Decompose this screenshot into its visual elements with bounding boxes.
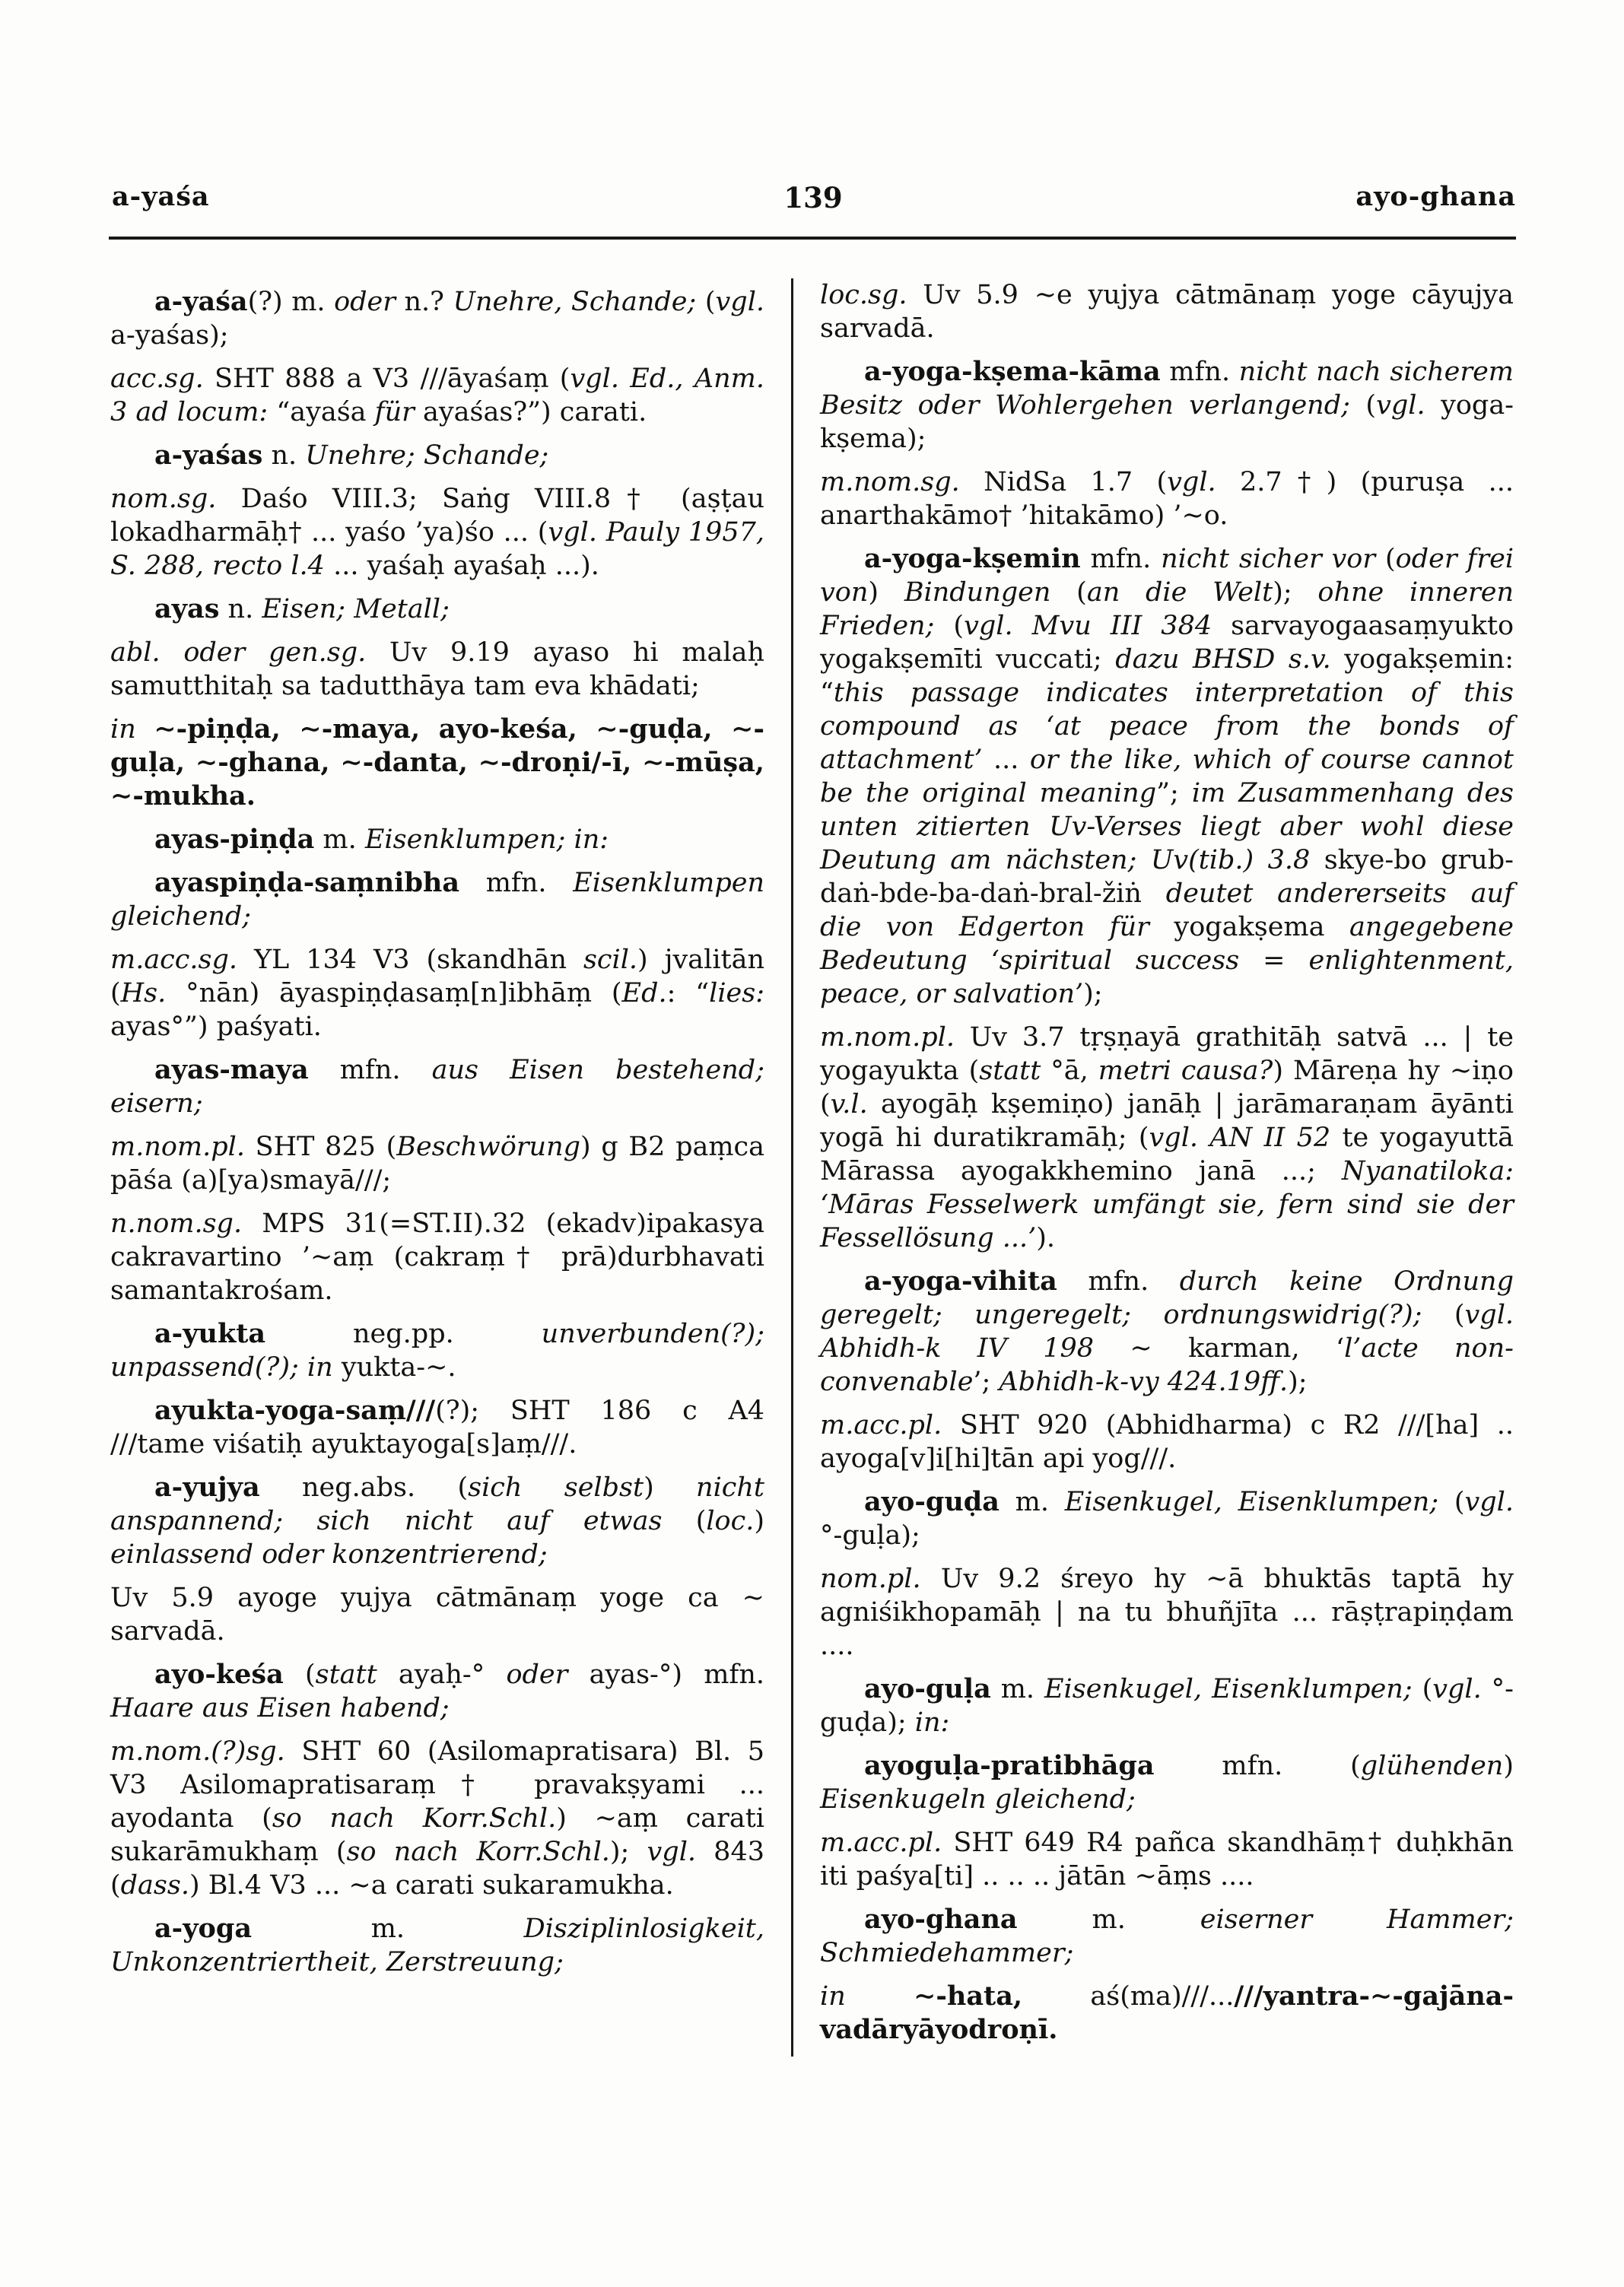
body-text: ∼ karman, ‘	[1094, 1333, 1345, 1364]
body-text: neg.pp.	[265, 1319, 542, 1349]
body-text: m.	[252, 1914, 524, 1944]
body-text: ...	[982, 745, 1030, 775]
gloss-text: m.acc.pl.	[820, 1410, 942, 1440]
body-text: MPS 31(=ST.II).32 (ekadv)ipakasya cakravartino ’∼aṃ (cakraṃ† prā)durbhavati samantakrośam.	[110, 1209, 764, 1306]
body-text: (	[696, 287, 716, 317]
headword-text: a-yoga-kṣema-kāma	[864, 356, 1161, 387]
gloss-text: ohne inneren Frieden;	[820, 577, 1514, 641]
entry-paragraph	[110, 1053, 764, 1120]
gloss-text: sich selbst	[468, 1472, 644, 1503]
gloss-text: m.nom.pl.	[820, 1022, 955, 1053]
body-text: yogakṣema	[1149, 912, 1349, 942]
gloss-text: in:	[914, 1707, 950, 1738]
gloss-text: Ed.	[621, 978, 667, 1009]
gloss-text: lies:	[709, 978, 765, 1009]
body-text	[136, 714, 154, 745]
body-text: ) ∼aṃ carati sukarāmukhaṃ (	[110, 1803, 764, 1867]
body-text: );	[1288, 1367, 1308, 1397]
body-text: yoga-kṣema);	[820, 390, 1514, 454]
body-text: (	[283, 1660, 316, 1690]
gloss-text: vgl.	[1167, 467, 1216, 497]
entry-paragraph	[110, 1394, 764, 1461]
body-text: SHT 649 R4 pañca skandhāṃ† duḥkhān iti paśya[ti] .. .. .. jātān ∼āṃs ....	[820, 1828, 1514, 1892]
gloss-text: loc.sg.	[820, 280, 907, 310]
body-text: neg.abs. (	[259, 1472, 469, 1503]
body-text: 2.7†) (puruṣa ... anarthakāmo† ’hitakāmo) ’∼o.	[820, 467, 1514, 531]
headword-text: ayaspiṇḍa-saṃnibha	[154, 867, 460, 898]
gloss-text: deutet andererseits auf die von Edgerton für	[820, 878, 1514, 942]
gloss-text: an die Welt	[1086, 577, 1273, 608]
gloss-text: loc.	[706, 1506, 755, 1536]
body-text: ayas-°) mfn.	[567, 1660, 765, 1690]
headword-text: a-yujya	[154, 1472, 260, 1503]
text-columns	[110, 278, 1516, 2057]
body-text: SHT 920 (Abhidharma) c R2 ///[ha] .. ayoga[v]i[hi]tān api yog///.	[820, 1410, 1514, 1474]
body-text: ... yaśaḥ ayaśaḥ ...).	[324, 551, 599, 581]
gloss-text: m.nom.sg.	[820, 467, 960, 497]
body-text: sarvayogaasaṃyukto yogakṣemīti vuccati;	[820, 611, 1514, 675]
gloss-text: Bindungen	[904, 577, 1051, 608]
body-text: ) jvalitān (	[110, 945, 764, 1009]
body-paragraph	[110, 1735, 764, 1902]
column-left	[110, 278, 764, 2057]
body-text: n.	[219, 594, 262, 624]
body-paragraph	[110, 1207, 764, 1307]
entry-paragraph	[820, 355, 1514, 456]
gloss-text: statt	[315, 1660, 377, 1690]
headword-text: ayas	[154, 593, 220, 624]
headword-text: ///yantra-∼-gajāna-vadāryāyodroṇī.	[820, 1980, 1514, 2045]
header-right-keyword: ayo-ghana	[1355, 181, 1516, 212]
headword-text: ∼-piṇḍa, ∼-maya, ayo-keśa, ∼-guḍa, ∼-guḷa, ∼-ghana, ∼-danta, ∼-droṇi/-ī, ∼-mūṣa, ∼-mukha.	[110, 713, 764, 812]
body-text: SHT 60 (Asilomapratisara) Bl. 5 V3 Asilomapratisaraṃ† pravakṣyami ... ayodanta (	[110, 1736, 764, 1834]
gloss-text: Disziplinlosigkeit, Unkonzentriertheit, Zerstreuung;	[110, 1914, 764, 1977]
body-text: ).	[1036, 1223, 1056, 1253]
headword-text: a-yoga-vihita	[864, 1266, 1057, 1297]
body-text: mfn.	[459, 868, 574, 898]
body-text: )	[754, 1506, 764, 1536]
gloss-text: vgl. Abhidh-k IV 198	[820, 1300, 1514, 1364]
body-text: (	[1412, 1674, 1433, 1704]
gloss-text: Eisenklumpen; in:	[364, 824, 609, 855]
gloss-text: nom.pl.	[820, 1564, 921, 1594]
body-text: (	[662, 1506, 707, 1536]
page-header	[110, 181, 1516, 219]
gloss-text: nicht nach sicherem Besitz oder Wohlergehen verlangend;	[820, 357, 1514, 421]
body-text: “ayaśa	[268, 397, 375, 427]
gloss-text: oder	[334, 287, 396, 317]
body-text: °nān) āyaspiṇḍasaṃ[n]ibhāṃ (	[166, 978, 622, 1009]
gloss-text: Abhidh-k-vy 424.19ff.	[999, 1367, 1289, 1397]
body-text: 843 (	[110, 1837, 764, 1901]
body-text: a-yaśas);	[110, 320, 229, 351]
gloss-text: nicht sicher vor	[1161, 544, 1376, 574]
gloss-text: durch keine Ordnung geregelt; ungeregelt; ordnungswidrig(?);	[820, 1266, 1514, 1330]
gloss-text: m.acc.pl.	[820, 1828, 942, 1858]
gloss-text: n.nom.sg.	[110, 1209, 243, 1239]
gloss-text: this passage indicates interpretation of this compound as ‘at peace from the bonds of attachment’	[820, 678, 1514, 775]
gloss-text: vgl. AN II 52	[1149, 1123, 1331, 1153]
gloss-text: Eisenkugel, Eisenklumpen;	[1064, 1487, 1439, 1517]
gloss-text: vgl.	[647, 1837, 697, 1867]
gloss-text: glühenden	[1360, 1751, 1504, 1781]
gloss-text: so nach Korr.Schl.	[346, 1837, 610, 1867]
gloss-text: eiserner Hammer; Schmiedehammer;	[820, 1904, 1514, 1968]
body-paragraph	[820, 1409, 1514, 1475]
entry-paragraph	[110, 285, 764, 352]
entry-paragraph	[110, 1658, 764, 1725]
gloss-text: nom.sg.	[110, 484, 217, 514]
body-text: NidSa 1.7 (	[959, 467, 1168, 497]
entry-paragraph	[820, 1749, 1514, 1816]
body-text: °ā,	[1041, 1056, 1098, 1086]
gloss-text: Unehre, Schande;	[453, 287, 697, 317]
body-text	[846, 1981, 914, 2012]
gloss-text: Eisen; Metall;	[262, 594, 450, 624]
gloss-text: vgl.	[1376, 390, 1425, 421]
body-paragraph	[110, 1130, 764, 1197]
body-text: YL 134 V3 (skandhān	[237, 945, 583, 975]
body-text: (	[1438, 1487, 1465, 1517]
entry-paragraph	[820, 1903, 1514, 1970]
gloss-text: statt	[979, 1056, 1041, 1086]
body-text: (	[1349, 390, 1377, 421]
gloss-text: Nyanatiloka: ‘Māras Fesselwerk umfängt sie, fern sind sie der Fessellösung ...’	[820, 1156, 1514, 1253]
gloss-text: vgl.	[715, 287, 765, 317]
headword-text: a-yaśas	[154, 440, 263, 471]
body-text: n.?	[395, 287, 453, 317]
body-text: Uv 5.9 ayoge yujya cātmānaṃ yoge ca ∼ sarvadā.	[110, 1583, 764, 1647]
body-paragraph	[110, 636, 764, 703]
body-text: yukta-∼.	[332, 1352, 456, 1383]
body-paragraph	[820, 1021, 1514, 1255]
gloss-text: dazu BHSD s.v.	[1115, 644, 1331, 675]
gloss-text: Eisenkugeln gleichend;	[820, 1784, 1136, 1815]
body-text: mfn.	[1160, 357, 1239, 387]
body-text: (?); SHT 186 c A4 ///tame viśatiḥ ayuktayoga[s]aṃ///.	[110, 1396, 764, 1460]
body-text: te yogayuttā Mārassa ayogakkhemino janā ...;	[820, 1123, 1514, 1186]
gloss-text: vgl. Mvu III 384	[964, 611, 1212, 641]
body-text: : “	[666, 978, 710, 1009]
column-divider	[791, 278, 793, 2057]
entry-paragraph	[820, 1265, 1514, 1399]
headword-text: ayas-maya	[154, 1054, 309, 1085]
entry-paragraph	[820, 1485, 1514, 1552]
body-text: SHT 888 a V3 ///āyaśaṃ (	[203, 364, 570, 394]
gloss-text: aus Eisen bestehend; eisern;	[110, 1055, 764, 1119]
body-text: mfn. (	[1154, 1751, 1361, 1781]
body-text: yogakṣemin: “	[820, 644, 1514, 708]
body-text: n.	[262, 440, 306, 471]
gloss-text: in	[110, 714, 136, 745]
gloss-text: oder frei von	[820, 544, 1514, 608]
body-text: )	[644, 1472, 697, 1503]
headword-text: ∼-hata,	[914, 1980, 1023, 2012]
gloss-text: in	[820, 1981, 846, 2012]
body-text: );	[1273, 577, 1318, 608]
body-text: ayogāḥ kṣemiṇo) janāḥ | jarāmaraṇam āyānti yogā hi duratikramāḥ; (	[820, 1089, 1514, 1153]
body-text: Uv 9.2 śreyo hy ∼ā bhuktās taptā hy agniśikhopamāḥ | na tu bhuñjīta ... rāṣṭrapiṇḍam ....	[820, 1564, 1514, 1661]
entry-paragraph	[110, 1471, 764, 1571]
headword-text: ayo-guḷa	[864, 1673, 991, 1704]
body-text: m.	[990, 1674, 1044, 1704]
body-paragraph	[110, 1581, 764, 1648]
gloss-text: acc.sg.	[110, 364, 204, 394]
gloss-text: scil.	[583, 945, 638, 975]
gloss-text: or the like, which of course cannot be the original meaning	[820, 745, 1514, 808]
headword-text: ayo-ghana	[864, 1904, 1018, 1935]
body-text: Uv 5.9 ∼e yujya cātmānaṃ yoge cāyujya sarvadā.	[820, 280, 1514, 344]
gloss-text: Eisenkugel, Eisenklumpen;	[1044, 1674, 1413, 1704]
header-rule	[109, 237, 1516, 240]
gloss-text: vgl.	[1464, 1487, 1514, 1517]
gloss-text: Eisenklumpen gleichend;	[110, 868, 764, 932]
body-text: mfn.	[1080, 544, 1162, 574]
body-text: Uv 3.7 tṛṣṇayā grathitāḥ satvā ... | te yogayukta (	[820, 1022, 1514, 1086]
body-text: );	[609, 1837, 647, 1867]
gloss-text: abl. oder gen.sg.	[110, 637, 367, 668]
headword-text: ayas-piṇḍa	[154, 824, 315, 855]
gloss-text: l’acte non-convenable	[820, 1333, 1514, 1397]
gloss-text: angegebene Bedeutung ‘spiritual success = enlightenment, peace, or salvation’	[820, 912, 1514, 1009]
gloss-text: Unehre; Schande;	[305, 440, 549, 471]
gloss-text: m.nom.(?)sg.	[110, 1736, 285, 1767]
gloss-text: vgl. Pauly 1957, S. 288, recto l.4	[110, 517, 764, 581]
gloss-text: vgl.	[1432, 1674, 1482, 1704]
header-left-keyword: a-yaśa	[112, 181, 210, 212]
body-text: ) Bl.4 V3 ... ∼a carati sukaramukha.	[189, 1870, 674, 1901]
body-text: m.	[314, 824, 365, 855]
body-paragraph	[110, 482, 764, 583]
body-text: °-guḷa);	[820, 1520, 920, 1551]
body-paragraph	[820, 1562, 1514, 1663]
gloss-text: für	[374, 397, 415, 427]
body-text: SHT 825 (	[244, 1132, 397, 1162]
gloss-text: unverbunden(?); unpassend(?); in	[110, 1319, 764, 1383]
body-text: ayas°”) paśyati.	[110, 1012, 322, 1042]
entry-paragraph	[110, 1317, 764, 1384]
body-text: mfn.	[308, 1055, 432, 1085]
body-text: m.	[1017, 1904, 1200, 1935]
body-text: ) g B2 paṃca pāśa (a)[ya)smayā///;	[110, 1132, 764, 1196]
body-text: ayaḥ-°	[377, 1660, 507, 1690]
page-number: 139	[783, 181, 843, 214]
body-text: skye-bo grub-daṅ-bde-ba-daṅ-bral-žiṅ	[820, 845, 1514, 909]
gloss-text: im Zusammenhang des unten zitierten Uv-Verses liegt aber wohl diese Deutung am nächsten; Uv(tib.) 3.8	[820, 778, 1514, 875]
headword-text: a-yoga	[154, 1913, 253, 1944]
entry-paragraph	[110, 592, 764, 626]
body-text: )	[1503, 1751, 1514, 1781]
body-text: mfn.	[1057, 1266, 1180, 1297]
body-text: Daśo VIII.3; Saṅg VIII.8† (aṣṭau lokadharmāḥ† ... yaśo ’ya)śo ... (	[110, 484, 764, 548]
headword-text: ayo-keśa	[154, 1659, 284, 1690]
body-paragraph	[110, 713, 764, 813]
gloss-text: oder	[506, 1660, 568, 1690]
body-text: )	[868, 577, 904, 608]
gloss-text: vgl. Ed., Anm. 3 ad locum:	[110, 364, 764, 427]
entry-paragraph	[110, 1912, 764, 1979]
headword-text: ayoguḷa-pratibhāga	[864, 1750, 1155, 1781]
body-text: ayaśas?”) carati.	[414, 397, 647, 427]
gloss-text: nicht anspannend; sich nicht auf etwas	[110, 1472, 764, 1536]
gloss-text: metri causa?	[1098, 1056, 1273, 1086]
gloss-text: Hs.	[120, 978, 167, 1009]
gloss-text: einlassend oder konzentrierend;	[110, 1539, 548, 1570]
body-paragraph	[820, 465, 1514, 532]
gloss-text: m.acc.sg.	[110, 945, 238, 975]
body-text: (	[1375, 544, 1396, 574]
body-text: ”;	[1156, 778, 1192, 808]
body-text: ’;	[973, 1367, 1000, 1397]
body-text: aś(ma)///...	[1022, 1981, 1235, 2012]
entry-paragraph	[110, 823, 764, 856]
gloss-text: dass.	[120, 1870, 189, 1901]
body-text: ) Māreṇa hy ∼iṇo (	[820, 1056, 1514, 1120]
headword-text: ayukta-yoga-saṃ///	[154, 1395, 436, 1426]
body-text: °-guḍa);	[820, 1674, 1514, 1738]
gloss-text: Beschwörung	[396, 1132, 581, 1162]
headword-text: a-yoga-kṣemin	[864, 543, 1081, 574]
body-text: (	[934, 611, 965, 641]
body-text: (?) m.	[247, 287, 335, 317]
body-paragraph	[110, 362, 764, 429]
body-text: Uv 9.19 ayaso hi malaḥ samutthitaḥ sa tadutthāya tam eva khādati;	[110, 637, 765, 701]
gloss-text: Haare aus Eisen habend;	[110, 1693, 450, 1723]
gloss-text: so nach Korr.Schl.	[272, 1803, 557, 1834]
body-text: (	[1050, 577, 1087, 608]
body-text: (	[1422, 1300, 1465, 1330]
column-right	[820, 278, 1514, 2057]
body-paragraph	[110, 943, 764, 1043]
entry-paragraph	[110, 439, 764, 472]
headword-text: ayo-guḍa	[864, 1486, 1000, 1517]
entry-paragraph	[110, 866, 764, 933]
headword-text: a-yaśa	[154, 286, 248, 317]
entry-paragraph	[820, 542, 1514, 1011]
headword-text: a-yukta	[154, 1318, 266, 1349]
gloss-text: v.l.	[830, 1089, 868, 1120]
body-paragraph	[820, 278, 1514, 345]
body-text: m.	[999, 1487, 1065, 1517]
body-paragraph	[820, 1980, 1514, 2047]
entry-paragraph	[820, 1672, 1514, 1739]
gloss-text: m.nom.pl.	[110, 1132, 245, 1162]
body-text: );	[1083, 979, 1103, 1009]
body-paragraph	[820, 1826, 1514, 1893]
